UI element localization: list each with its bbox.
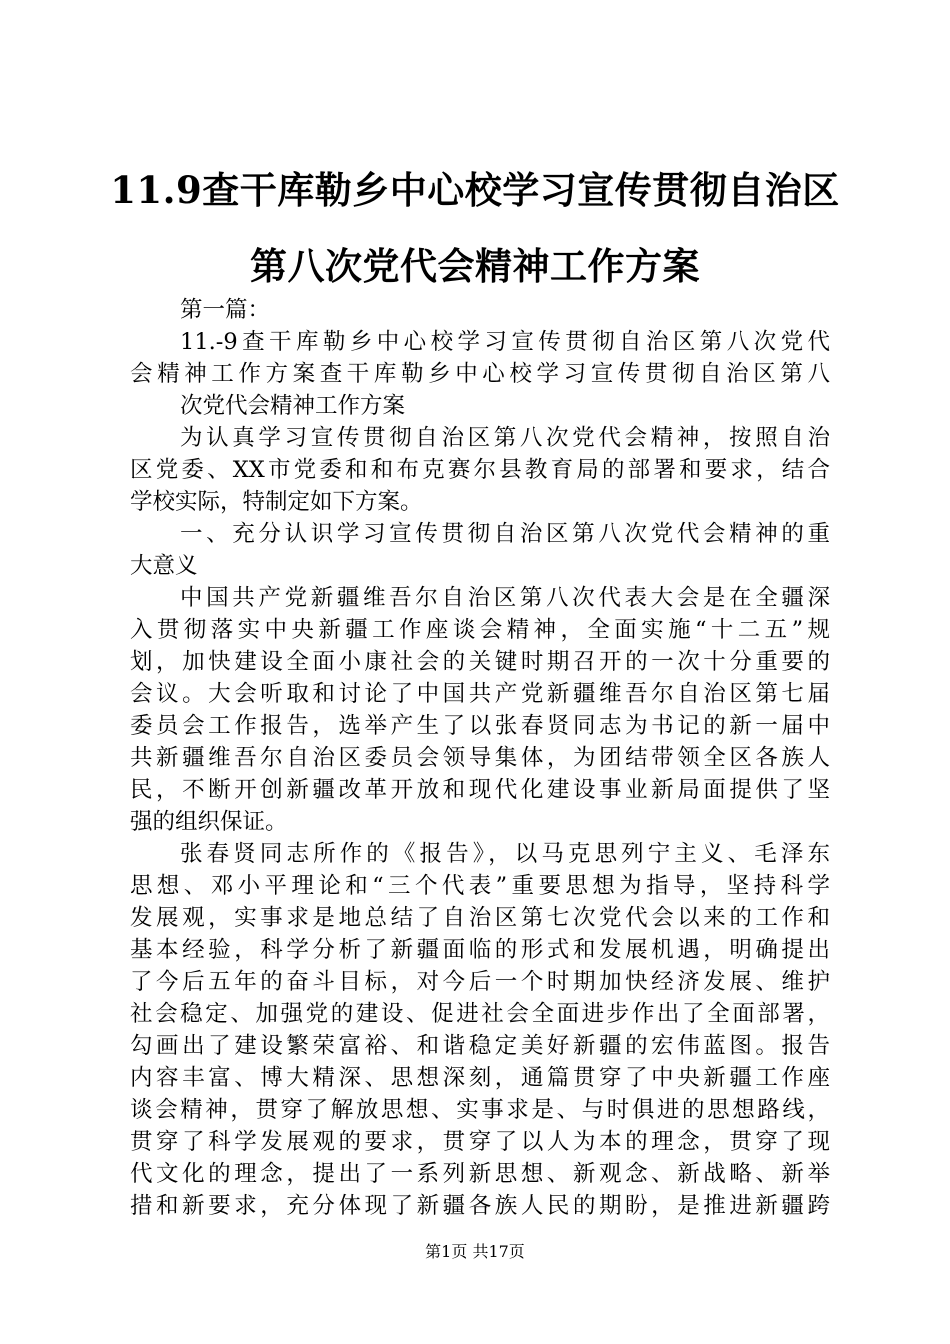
text-line: 学校实际，特制定如下方案。 [130, 489, 423, 515]
text-line: 中国共产党新疆维吾尔自治区第八次代表大会是在全疆深 [180, 585, 830, 611]
text-line: 贯穿了科学发展观的要求，贯穿了以人为本的理念，贯穿了现 [130, 1129, 830, 1155]
text-line: 委员会工作报告，选举产生了以张春贤同志为书记的新一届中 [130, 713, 830, 739]
text-line: 内容丰富、博大精深、思想深刻，通篇贯穿了中央新疆工作座 [130, 1065, 830, 1091]
text-line: 发展观，实事求是地总结了自治区第七次党代会以来的工作和 [130, 905, 830, 931]
text-line: 划，加快建设全面小康社会的关键时期召开的一次十分重要的 [130, 649, 830, 675]
text-line: 张春贤同志所作的《报告》，以马克思列宁主义、毛泽东 [180, 841, 830, 867]
text-line: 入贯彻落实中央新疆工作座谈会精神，全面实施“十二五”规 [130, 617, 830, 643]
text-line: 会议。大会听取和讨论了中国共产党新疆维吾尔自治区第七届 [130, 681, 830, 707]
document-title-line-2: 第八次党代会精神工作方案 [250, 244, 700, 288]
section-heading: 一、充分认识学习宣传贯彻自治区第八次党代会精神的重 [180, 521, 830, 547]
text-line: 谈会精神，贯穿了解放思想、实事求是、与时俱进的思想路线， [130, 1097, 830, 1123]
text-line: 基本经验，科学分析了新疆面临的形式和发展机遇，明确提出 [130, 937, 830, 963]
text-line: 共新疆维吾尔自治区委员会领导集体，为团结带领全区各族人 [130, 745, 830, 771]
text-line: 代文化的理念，提出了一系列新思想、新观念、新战略、新举 [130, 1161, 830, 1187]
page-number-footer: 第1页 共17页 [425, 1242, 525, 1261]
text-line: 强的组织保证。 [130, 809, 288, 835]
text-line: 会精神工作方案查干库勒乡中心校学习宣传贯彻自治区第八 [130, 361, 830, 387]
text-line: 为认真学习宣传贯彻自治区第八次党代会精神，按照自治 [180, 425, 830, 451]
document-title-line-1: 11.9查干库勒乡中心校学习宣传贯彻自治区 [110, 168, 840, 212]
text-line: 措和新要求，充分体现了新疆各族人民的期盼，是推进新疆跨 [130, 1193, 830, 1219]
text-line: 思想、邓小平理论和“三个代表”重要思想为指导，坚持科学 [130, 873, 830, 899]
text-line: 了今后五年的奋斗目标，对今后一个时期加快经济发展、维护 [130, 969, 830, 995]
section-heading: 大意义 [130, 553, 198, 579]
text-line: 次党代会精神工作方案 [180, 393, 406, 419]
text-line: 11.-9查干库勒乡中心校学习宣传贯彻自治区第八次党代 [180, 329, 830, 355]
text-line: 社会稳定、加强党的建设、促进社会全面进步作出了全面部署， [130, 1001, 830, 1027]
text-line: 民，不断开创新疆改革开放和现代化建设事业新局面提供了坚 [130, 777, 830, 803]
text-line: 勾画出了建设繁荣富裕、和谐稳定美好新疆的宏伟蓝图。报告 [130, 1033, 830, 1059]
text-line: 区党委、XX市党委和和布克赛尔县教育局的部署和要求，结合 [130, 457, 830, 483]
document-body [130, 294, 830, 1222]
section-heading: 第一篇： [180, 297, 271, 323]
